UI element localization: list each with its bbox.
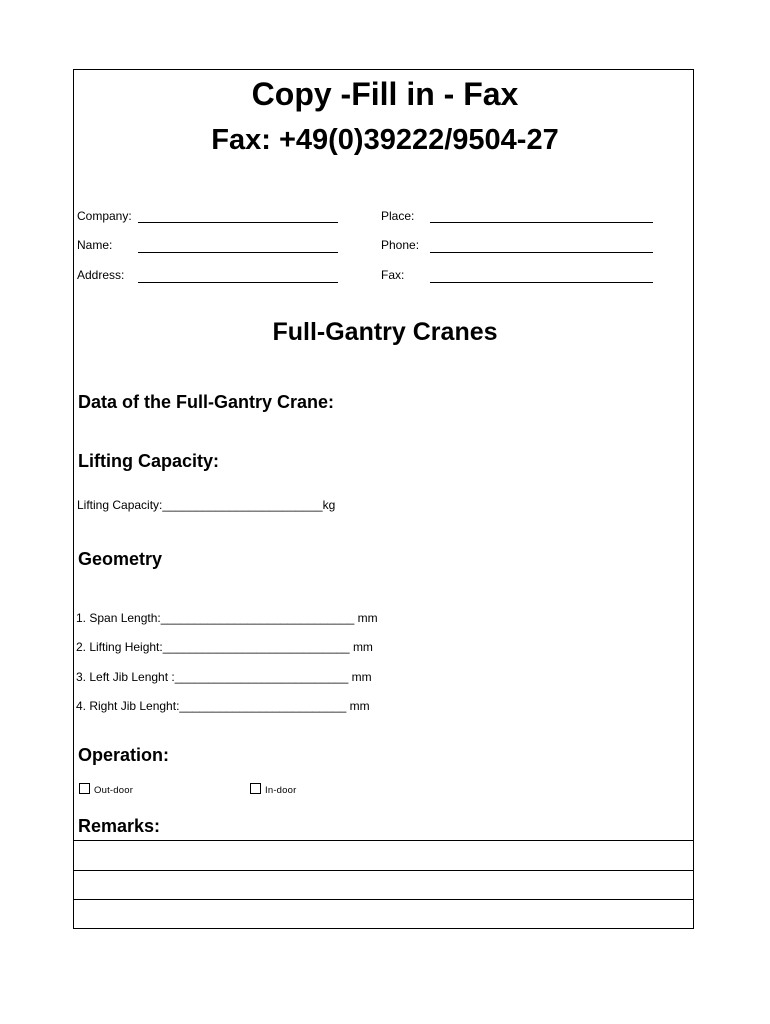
data-heading: Data of the Full-Gantry Crane:	[78, 392, 335, 412]
remarks-line-1[interactable]	[73, 870, 694, 871]
span-length-blank[interactable]: _____________________________	[160, 611, 355, 625]
name-label: Name:	[77, 238, 113, 252]
geometry-row[interactable]	[76, 670, 372, 684]
lifting-heading: Lifting Capacity:	[78, 451, 220, 471]
lifting-height-blank[interactable]: ____________________________	[162, 640, 350, 654]
remarks-divider	[73, 840, 694, 841]
outdoor-label: Out-door	[94, 785, 134, 796]
geometry-row[interactable]	[76, 640, 373, 654]
address-field[interactable]	[138, 282, 338, 283]
geometry-row[interactable]	[76, 699, 370, 713]
company-label: Company:	[77, 209, 132, 223]
indoor-label: In-door	[265, 785, 297, 796]
lifting-capacity-label: Lifting Capacity:	[77, 498, 163, 512]
operation-heading: Operation:	[78, 745, 170, 765]
fax-field[interactable]	[430, 282, 653, 283]
right-jib-label: 4. Right Jib Lenght:	[76, 699, 180, 713]
right-jib-unit: mm	[349, 699, 370, 713]
address-label: Address:	[77, 268, 125, 282]
phone-label: Phone:	[381, 238, 420, 252]
lifting-capacity-unit: kg	[322, 498, 336, 512]
indoor-checkbox[interactable]	[250, 783, 261, 794]
span-length-label: 1. Span Length:	[76, 611, 161, 625]
right-jib-blank[interactable]: _________________________	[179, 699, 347, 713]
fax-label: Fax:	[381, 268, 405, 282]
left-jib-unit: mm	[351, 670, 372, 684]
left-jib-blank[interactable]: __________________________	[174, 670, 349, 684]
geometry-heading: Geometry	[78, 549, 163, 569]
place-label: Place:	[381, 209, 415, 223]
company-field[interactable]	[138, 222, 338, 223]
geometry-row[interactable]	[76, 611, 378, 625]
outdoor-checkbox[interactable]	[79, 783, 90, 794]
form-title: Copy -Fill in - Fax	[251, 76, 519, 112]
lifting-capacity-row[interactable]	[77, 498, 335, 512]
name-field[interactable]	[138, 252, 338, 253]
lifting-height-label: 2. Lifting Height:	[76, 640, 163, 654]
left-jib-label: 3. Left Jib Lenght :	[76, 670, 175, 684]
main-title: Full-Gantry Cranes	[272, 318, 498, 346]
lifting-height-unit: mm	[352, 640, 373, 654]
remarks-heading: Remarks:	[78, 816, 161, 836]
span-length-unit: mm	[357, 611, 378, 625]
remarks-line-2[interactable]	[73, 899, 694, 900]
fax-number: Fax: +49(0)39222/9504-27	[211, 124, 559, 156]
place-field[interactable]	[430, 222, 653, 223]
lifting-capacity-blank[interactable]: ________________________	[162, 498, 323, 512]
phone-field[interactable]	[430, 252, 653, 253]
